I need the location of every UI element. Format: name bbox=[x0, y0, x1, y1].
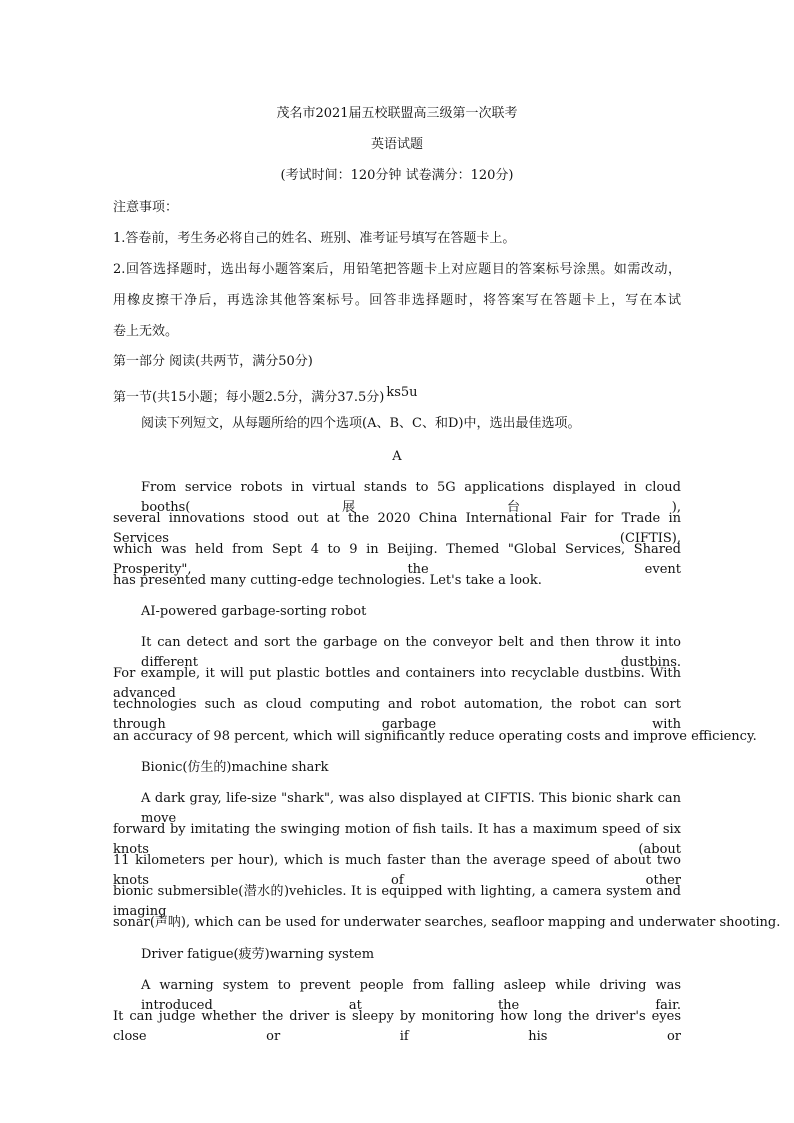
section1-mark: ks5u bbox=[386, 385, 418, 400]
reading-instruction: 阅读下列短文，从每题所给的四个选项(A、B、C、和D)中，选出最佳选项。 bbox=[141, 416, 581, 431]
passage-line: which was held from Sept 4 to 9 in Beijing. Themed "Global Services, Shared Prosperity", the event bbox=[113, 542, 681, 577]
passage-line: technologies such as cloud computing and robot automation, the robot can sort through garbage with bbox=[113, 697, 681, 732]
note-item-2-line-2: 用橡皮擦干净后，再选涂其他答案标号。回答非选择题时，将答案写在答题卡上，写在本试 bbox=[113, 293, 681, 308]
notes-heading: 注意事项： bbox=[113, 200, 179, 215]
section1-text: 第一节(共15小题；每小题2.5分，满分37.5分) bbox=[113, 390, 385, 405]
passage-line: an accuracy of 98 percent, which will significantly reduce operating costs and improve efficiency. bbox=[113, 729, 757, 744]
passage-line: A warning system to prevent people from falling asleep while driving was introduced at the fair. bbox=[141, 978, 681, 1013]
passage-line: several innovations stood out at the 2020 China International Fair for Trade in Services (CIFTIS), bbox=[113, 511, 681, 546]
passage-line: It can judge whether the driver is sleepy by monitoring how long the driver's eyes close or if his or bbox=[113, 1009, 681, 1044]
passage-line: has presented many cutting-edge technologies. Let's take a look. bbox=[113, 573, 542, 588]
passage-line: From service robots in virtual stands to 5G applications displayed in cloud booths(展台), bbox=[141, 480, 681, 515]
subheading-garbage-robot: AI-powered garbage-sorting robot bbox=[141, 604, 367, 619]
part1-heading: 第一部分 阅读(共两节，满分50分) bbox=[113, 354, 313, 369]
note-item-2-line-3: 卷上无效。 bbox=[113, 324, 179, 339]
passage-line: sonar(声呐), which can be used for underwater searches, seafloor mapping and underwater shooting. bbox=[113, 915, 781, 930]
passage-line: 11 kilometers per hour), which is much faster than the average speed of about two knots of other bbox=[113, 853, 681, 888]
note-item-2-line-1: 2.回答选择题时，选出每小题答案后，用铅笔把答题卡上对应题目的答案标号涂黑。如需改动， bbox=[113, 262, 681, 277]
passage-line: For example, it will put plastic bottles and containers into recyclable dustbins. With advanced bbox=[113, 666, 681, 701]
passage-label: A bbox=[392, 449, 402, 464]
note-item-1: 1.答卷前，考生务必将自己的姓名、班别、准考证号填写在答题卡上。 bbox=[113, 231, 516, 246]
subheading-fatigue-warning: Driver fatigue(疲劳)warning system bbox=[141, 947, 375, 962]
subheading-machine-shark: Bionic(仿生的)machine shark bbox=[141, 760, 329, 775]
section1-heading bbox=[113, 383, 681, 408]
exam-time-info: (考试时间：120分钟 试卷满分：120分) bbox=[280, 168, 514, 183]
exam-subject: 英语试题 bbox=[370, 137, 423, 152]
passage-line: forward by imitating the swinging motion of fish tails. It has a maximum speed of six knots (about bbox=[113, 822, 681, 857]
passage-line: A dark gray, life-size "shark", was also displayed at CIFTIS. This bionic shark can move bbox=[141, 791, 681, 826]
exam-title: 茂名市2021届五校联盟高三级第一次联考 bbox=[276, 106, 518, 121]
passage-line: It can detect and sort the garbage on the conveyor belt and then throw it into different dustbins. bbox=[141, 635, 681, 670]
passage-line: bionic submersible(潜水的)vehicles. It is equipped with lighting, a camera system and imaging bbox=[113, 884, 681, 919]
